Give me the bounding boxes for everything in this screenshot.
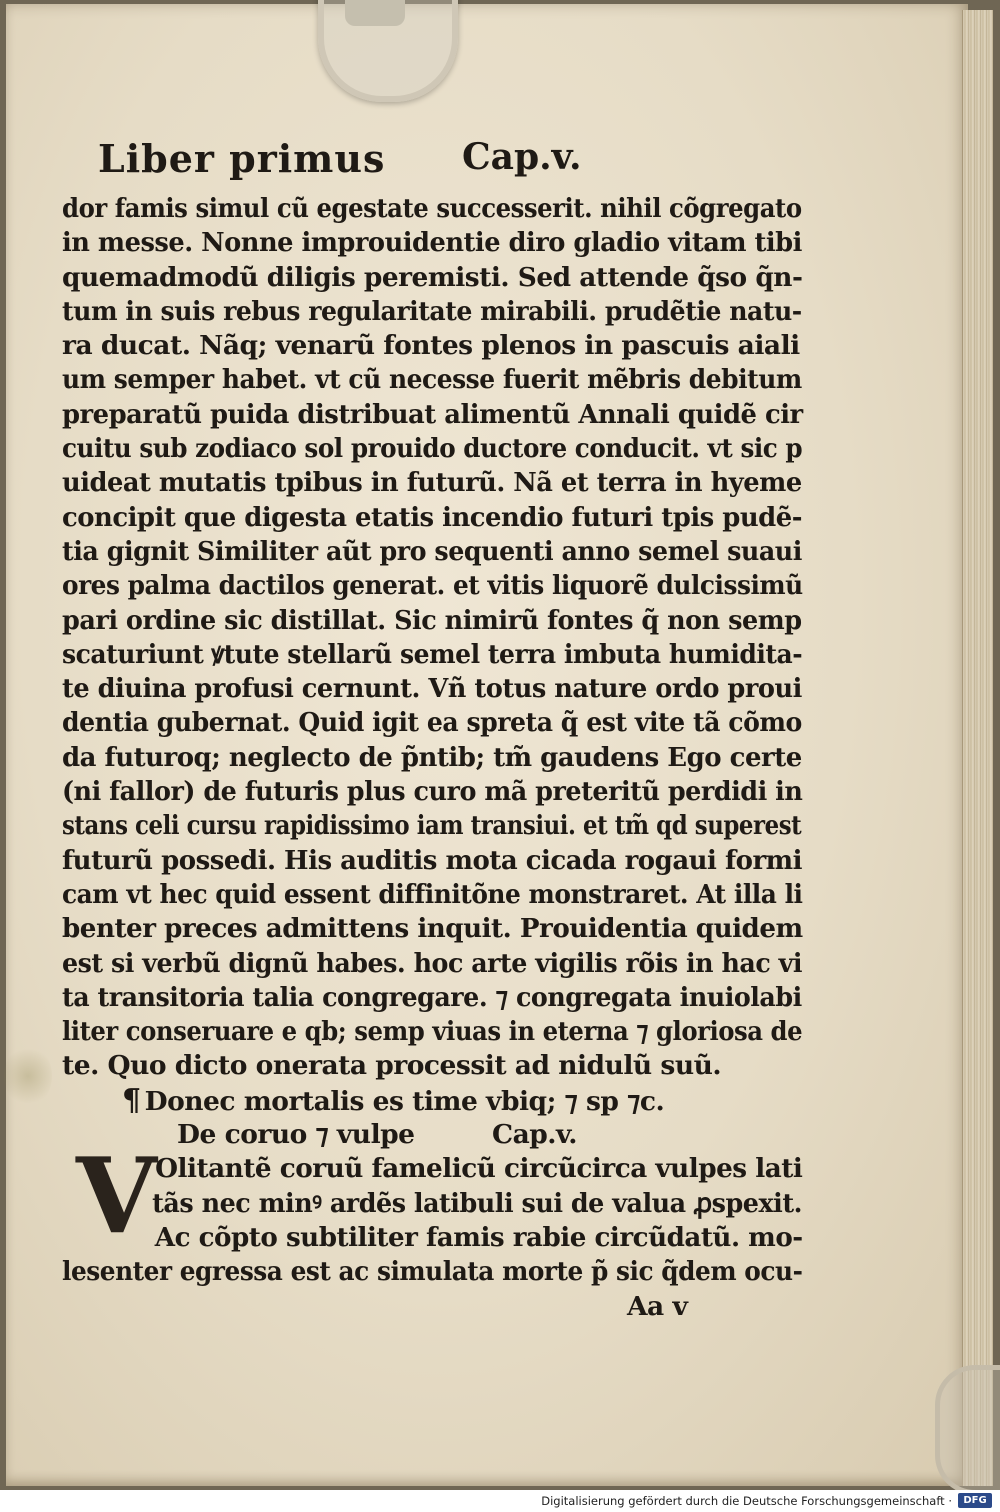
body-line: te diuina profusi cernunt. Vñ totus nature ordo proui xyxy=(62,673,802,705)
pilcrow-icon: ¶ xyxy=(122,1082,141,1118)
chapter-line: lesenter egressa est ac simulata morte p̃ sic q̃dem ocu- xyxy=(62,1256,803,1288)
body-line: ta transitoria talia congregare. ⁊ congregata inuiolabi xyxy=(62,981,802,1013)
body-line: benter preces admittens inquit. Prouidentia quidem xyxy=(62,913,803,945)
header-chapter: Cap.v. xyxy=(462,136,582,178)
body-line: tum in suis rebus regularitate mirabili. prudẽtie natu- xyxy=(62,295,802,327)
body-line: dor famis simul cũ egestate successerit. nihil cõgregato xyxy=(62,193,802,224)
header-title: Liber primus xyxy=(98,136,386,181)
body-line: da futuroq; neglecto de p̃ntib; tm̃ gaudens Ego certe xyxy=(62,741,802,773)
text-block xyxy=(62,128,802,1324)
body-line: (ni fallor) de futuris plus curo mã preteritũ perdidi in xyxy=(62,776,803,808)
funding-credit: Digitalisierung gefördert durch die Deutsche Forschungsgemeinschaft · xyxy=(541,1494,952,1508)
moral-line xyxy=(62,1084,802,1118)
body-line: cam vt hec quid essent diffinitõne monstraret. At illa li xyxy=(62,878,803,910)
corner-clasp xyxy=(935,1365,1000,1490)
body-line: pari ordine sic distillat. Sic nimirũ fontes q̃ non semp xyxy=(62,604,802,636)
chapter-title-text: De coruo ⁊ vulpe xyxy=(177,1119,415,1151)
body-line: in messe. Nonne improuidentie diro gladio vitam tibi xyxy=(62,227,802,259)
body-line: te. Quo dicto onerata processit ad nidulũ suũ. xyxy=(62,1050,722,1082)
body-line: liter conseruare e qb; semp viuas in eterna ⁊ gloriosa de xyxy=(62,1016,803,1048)
body-line: um semper habet. vt cũ necesse fuerit mẽbris debitum xyxy=(62,364,802,396)
page-edges xyxy=(962,10,993,1486)
body-line: uideat mutatis tpibus in futurũ. Nã et terra in hyeme xyxy=(62,467,802,499)
body-line: tia gignit Similiter aũt pro sequenti anno semel suaui xyxy=(62,535,802,567)
chapter-title xyxy=(62,1118,802,1152)
moral-text: Donec mortalis es time vbiq; ⁊ sp ⁊c. xyxy=(144,1085,665,1117)
body-line: futurũ possedi. His auditis mota cicada rogaui formi xyxy=(62,844,803,876)
chapter-line: Olitantẽ coruũ famelicũ circũcirca vulpes lati xyxy=(155,1153,803,1185)
body-line: est si verbũ dignũ habes. hoc arte vigilis rõis in hac vi xyxy=(62,947,803,979)
paper-stain xyxy=(4,1045,52,1107)
running-header xyxy=(62,128,802,192)
footer-bar xyxy=(0,1490,1000,1512)
chapter-line: tãs nec minꝰ ardẽs latibuli sui de valua ꝓspexit. xyxy=(152,1187,802,1219)
body-line: ores palma dactilos generat. et vitis liquorẽ dulcissimũ xyxy=(62,570,803,602)
body-line: quemadmodũ diligis peremisti. Sed attende q̃so q̃n- xyxy=(62,261,803,293)
body-line: ra ducat. Nãq; venarũ fontes plenos in pascuis aiali xyxy=(62,330,800,362)
decorated-initial: V xyxy=(76,1134,157,1258)
signature-mark: Aa v xyxy=(627,1290,688,1322)
body-line: cuitu sub zodiaco sol prouido ductore conducit. vt sic p xyxy=(62,433,803,465)
body-line: preparatũ puida distribuat alimentũ Annali quidẽ cir xyxy=(62,398,803,430)
chapter-title-cap: Cap.v. xyxy=(492,1119,577,1151)
body-line: dentia gubernat. Quid igit ea spreta q̃ est vite tã cõmo xyxy=(62,707,802,739)
dfg-logo-icon: DFG xyxy=(958,1493,992,1508)
chapter-line: Ac cõpto subtiliter famis rabie circũdatũ. mo- xyxy=(154,1221,803,1253)
body-line: stans celi cursu rapidissimo iam transiui. et tm̃ qd superest xyxy=(62,810,802,842)
body-line: concipit que digesta etatis incendio futuri tpis pudẽ- xyxy=(62,501,802,533)
body-line: scaturiunt ꝟtute stellarũ semel terra imbuta humidita- xyxy=(62,638,803,670)
